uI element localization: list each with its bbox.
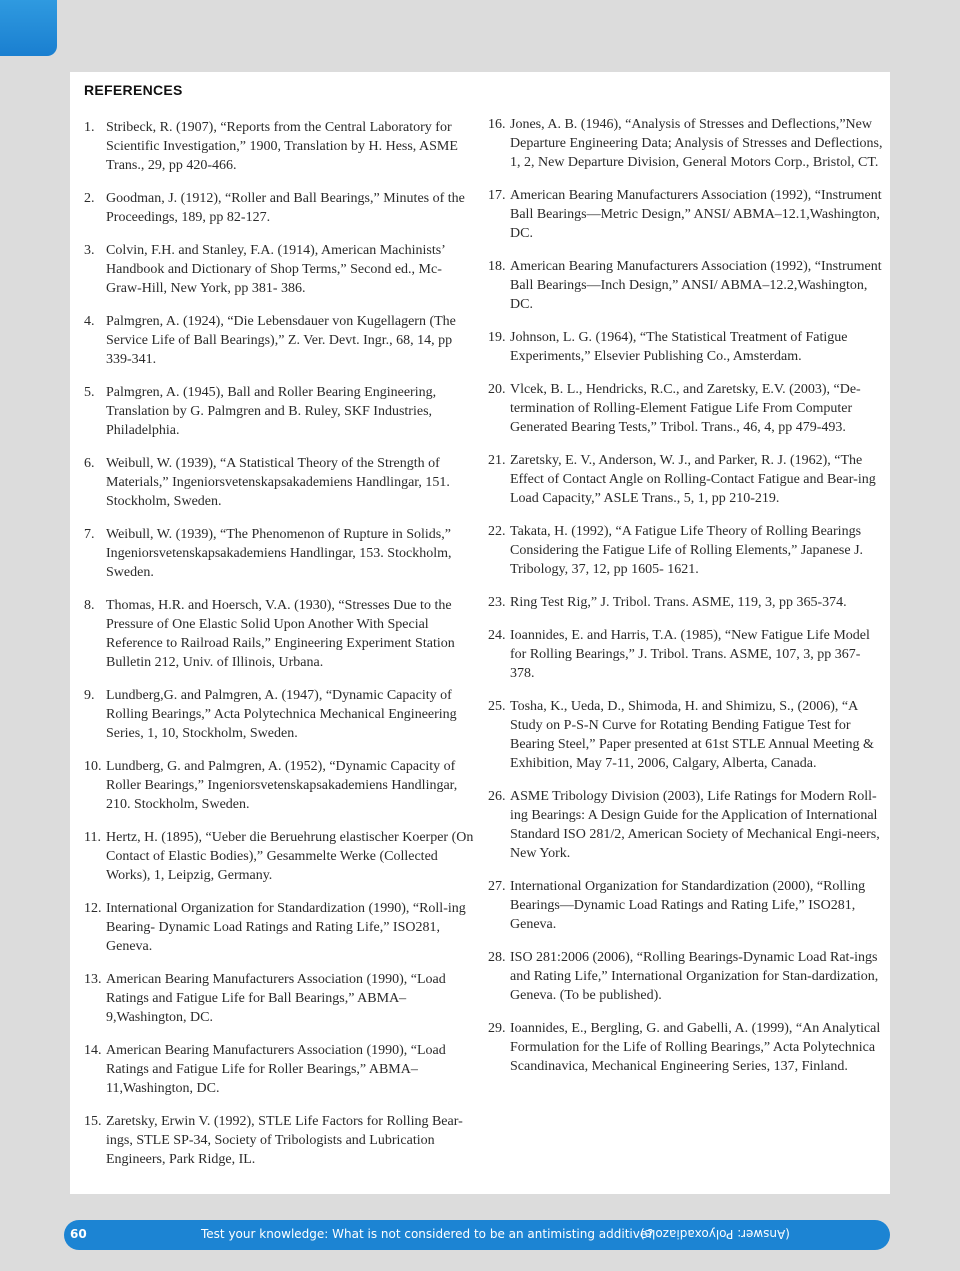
reference-item — [84, 118, 476, 175]
references-column-right — [488, 115, 884, 1076]
reference-number: 1. — [84, 120, 95, 135]
reference-number: 3. — [84, 243, 95, 258]
reference-item — [84, 189, 476, 227]
reference-number: 19. — [488, 330, 506, 345]
reference-text: Jones, A. B. (1946), “Analysis of Stresses and Deflections,”New Departure Engineering Data; Analysis of Stresses and Deflections, 1, 2, New Departure Division, General Motors Corp., Bristol, CT. — [510, 117, 883, 170]
reference-item — [84, 241, 476, 298]
reference-text: Palmgren, A. (1945), Ball and Roller Bearing Engineering, Translation by G. Palmgren and B. Ruley, SKF Industries, Philadelphia. — [106, 385, 437, 438]
reference-item — [84, 312, 476, 369]
reference-item — [488, 697, 884, 773]
reference-text: American Bearing Manufacturers Association (1992), “Instrument Ball Bearings—Inch Design,” ANSI/ ABMA–12.2,Washington, DC. — [510, 259, 882, 312]
reference-item — [84, 596, 476, 672]
reference-item — [488, 948, 884, 1005]
reference-text: Weibull, W. (1939), “A Statistical Theory of the Strength of Materials,” Ingeniorsvetenskapsakademiens Handlingar, 151. Stockholm, Sweden. — [106, 456, 450, 509]
reference-number: 24. — [488, 628, 506, 643]
reference-number: 14. — [84, 1043, 102, 1058]
corner-tab — [0, 0, 57, 56]
reference-number: 5. — [84, 385, 95, 400]
reference-item — [488, 593, 884, 612]
reference-number: 12. — [84, 901, 102, 916]
reference-number: 4. — [84, 314, 95, 329]
reference-item — [488, 787, 884, 863]
reference-item — [488, 1019, 884, 1076]
reference-item — [84, 454, 476, 511]
reference-text: American Bearing Manufacturers Association (1992), “Instrument Ball Bearings—Metric Design,” ANSI/ ABMA–12.1,Washington, DC. — [510, 188, 882, 241]
reference-text: International Organization for Standardization (1990), “Roll-ing Bearing- Dynamic Load Ratings and Rating Life,” ISO281, Geneva. — [106, 901, 466, 954]
reference-text: Weibull, W. (1939), “The Phenomenon of Rupture in Solids,” Ingeniorsvetenskapsakademiens Handlingar, 153. Stockholm, Sweden. — [106, 527, 452, 580]
reference-number: 25. — [488, 699, 506, 714]
reference-number: 16. — [488, 117, 506, 132]
reference-number: 7. — [84, 527, 95, 542]
reference-text: Palmgren, A. (1924), “Die Lebensdauer von Kugellagern (The Service Life of Ball Bearings),” Z. Ver. Devt. Ingr., 68, 14, pp 339-341. — [106, 314, 456, 367]
reference-item — [84, 1041, 476, 1098]
reference-text: Lundberg,G. and Palmgren, A. (1947), “Dynamic Capacity of Rolling Bearings,” Acta Polytechnica Mechanical Engineering Series, 1, 10, Stockholm, Sweden. — [106, 688, 457, 741]
reference-number: 27. — [488, 879, 506, 894]
references-heading: REFERENCES — [84, 82, 183, 98]
reference-item — [488, 380, 884, 437]
reference-number: 17. — [488, 188, 506, 203]
reference-number: 11. — [84, 830, 101, 845]
reference-text: Colvin, F.H. and Stanley, F.A. (1914), American Machinists’ Handbook and Dictionary of Shop Terms,” Second ed., Mc-Graw-Hill, New York, pp 381- 386. — [106, 243, 445, 296]
reference-number: 15. — [84, 1114, 102, 1129]
reference-item — [84, 383, 476, 440]
reference-number: 8. — [84, 598, 95, 613]
reference-item — [488, 186, 884, 243]
reference-text: American Bearing Manufacturers Association (1990), “Load Ratings and Fatigue Life for Roller Bearings,” ABMA–11,Washington, DC. — [106, 1043, 446, 1096]
reference-item — [488, 257, 884, 314]
reference-item — [84, 899, 476, 956]
references-column-left — [84, 118, 476, 1169]
reference-item — [488, 626, 884, 683]
reference-text: Thomas, H.R. and Hoersch, V.A. (1930), “Stresses Due to the Pressure of One Elastic Solid Upon Another With Special Reference to Railroad Rails,” Engineering Experiment Station Bulletin 212, Univ. of Illinois, Urbana. — [106, 598, 455, 670]
reference-item — [84, 757, 476, 814]
reference-number: 26. — [488, 789, 506, 804]
quiz-question: Test your knowledge: What is not considered to be an antimisting additive? — [201, 1227, 654, 1241]
reference-text: Goodman, J. (1912), “Roller and Ball Bearings,” Minutes of the Proceedings, 189, pp 82-127. — [106, 191, 465, 225]
reference-text: ASME Tribology Division (2003), Life Ratings for Modern Roll-ing Bearings: A Design Guide for the Application of International Standard ISO 281/2, American Society of Mechanical Engi-neers, New York. — [510, 789, 880, 861]
reference-text: Ioannides, E., Bergling, G. and Gabelli, A. (1999), “An Analytical Formulation for the Life of Rolling Bearings,” Acta Polytechnica Scandinavica, Mechanical Engineering Series, 137, Finland. — [510, 1021, 881, 1074]
reference-item — [488, 877, 884, 934]
reference-text: Zaretsky, E. V., Anderson, W. J., and Parker, R. J. (1962), “The Effect of Contact Angle on Rolling-Contact Fatigue and Bear-ing Load Capacity,” ASLE Trans., 5, 1, pp 210-219. — [510, 453, 876, 506]
reference-item — [84, 1112, 476, 1169]
reference-item — [488, 451, 884, 508]
reference-text: Stribeck, R. (1907), “Reports from the Central Laboratory for Scientific Investigation,” 1900, Translation by H. Hess, ASME Trans., 29, pp 420-466. — [106, 120, 458, 173]
reference-text: Takata, H. (1992), “A Fatigue Life Theory of Rolling Bearings Considering the Fatigue Life of Rolling Elements,” Japanese J. Tribology, 37, 12, pp 1605- 1621. — [510, 524, 864, 577]
reference-item — [84, 828, 476, 885]
reference-number: 29. — [488, 1021, 506, 1036]
reference-number: 28. — [488, 950, 506, 965]
reference-text: American Bearing Manufacturers Association (1990), “Load Ratings and Fatigue Life for Ball Bearings,” ABMA–9,Washington, DC. — [106, 972, 446, 1025]
reference-number: 18. — [488, 259, 506, 274]
reference-number: 2. — [84, 191, 95, 206]
reference-item — [488, 115, 884, 172]
page-number: 60 — [70, 1227, 87, 1241]
reference-text: Ring Test Rig,” J. Tribol. Trans. ASME, 119, 3, pp 365-374. — [510, 595, 847, 610]
reference-text: Zaretsky, Erwin V. (1992), STLE Life Factors for Rolling Bear-ings, STLE SP-34, Society of Tribologists and Lubrication Engineers, Park Ridge, IL. — [106, 1114, 463, 1167]
reference-number: 10. — [84, 759, 102, 774]
reference-item — [84, 525, 476, 582]
reference-text: International Organization for Standardization (2000), “Rolling Bearings—Dynamic Load Ratings and Rating Life,” ISO281, Geneva. — [510, 879, 866, 932]
reference-number: 23. — [488, 595, 506, 610]
reference-item — [488, 522, 884, 579]
reference-number: 22. — [488, 524, 506, 539]
reference-text: Tosha, K., Ueda, D., Shimoda, H. and Shimizu, S., (2006), “A Study on P-S-N Curve for Rotating Bending Fatigue Test for Bearing Steel,” Paper presented at 61st STLE Annual Meeting & Exhibition, May 7-11, 2006, Calgary, Alberta, Canada. — [510, 699, 874, 771]
reference-item — [84, 686, 476, 743]
reference-number: 20. — [488, 382, 506, 397]
reference-text: Johnson, L. G. (1964), “The Statistical Treatment of Fatigue Experiments,” Elsevier Publishing Co., Amsterdam. — [510, 330, 848, 364]
reference-number: 13. — [84, 972, 102, 987]
reference-number: 6. — [84, 456, 95, 471]
reference-text: Ioannides, E. and Harris, T.A. (1985), “New Fatigue Life Model for Rolling Bearings,” J. Tribol. Trans. ASME, 107, 3, pp 367-378. — [510, 628, 870, 681]
reference-item — [84, 970, 476, 1027]
reference-text: Lundberg, G. and Palmgren, A. (1952), “Dynamic Capacity of Roller Bearings,” Ingeniorsvetenskapsakademiens Handlingar, 210. Stockholm, Sweden. — [106, 759, 458, 812]
quiz-answer-upside-down: (Answer: Polyoxadiazole) — [640, 1227, 790, 1241]
footer-bar — [64, 1220, 890, 1250]
reference-text: Hertz, H. (1895), “Ueber die Beruehrung elastischer Koerper (On Contact of Elastic Bodies),” Gesammelte Werke (Collected Works), 1, Leipzig, Germany. — [106, 830, 474, 883]
reference-number: 21. — [488, 453, 506, 468]
reference-text: Vlcek, B. L., Hendricks, R.C., and Zaretsky, E.V. (2003), “De-termination of Rolling-Element Fatigue Life From Computer Generated Bearing Tests,” Tribol. Trans., 46, 4, pp 479-493. — [510, 382, 861, 435]
reference-item — [488, 328, 884, 366]
reference-number: 9. — [84, 688, 95, 703]
reference-text: ISO 281:2006 (2006), “Rolling Bearings-Dynamic Load Rat-ings and Rating Life,” International Organization for Stan-dardization, Geneva. (To be published). — [510, 950, 879, 1003]
